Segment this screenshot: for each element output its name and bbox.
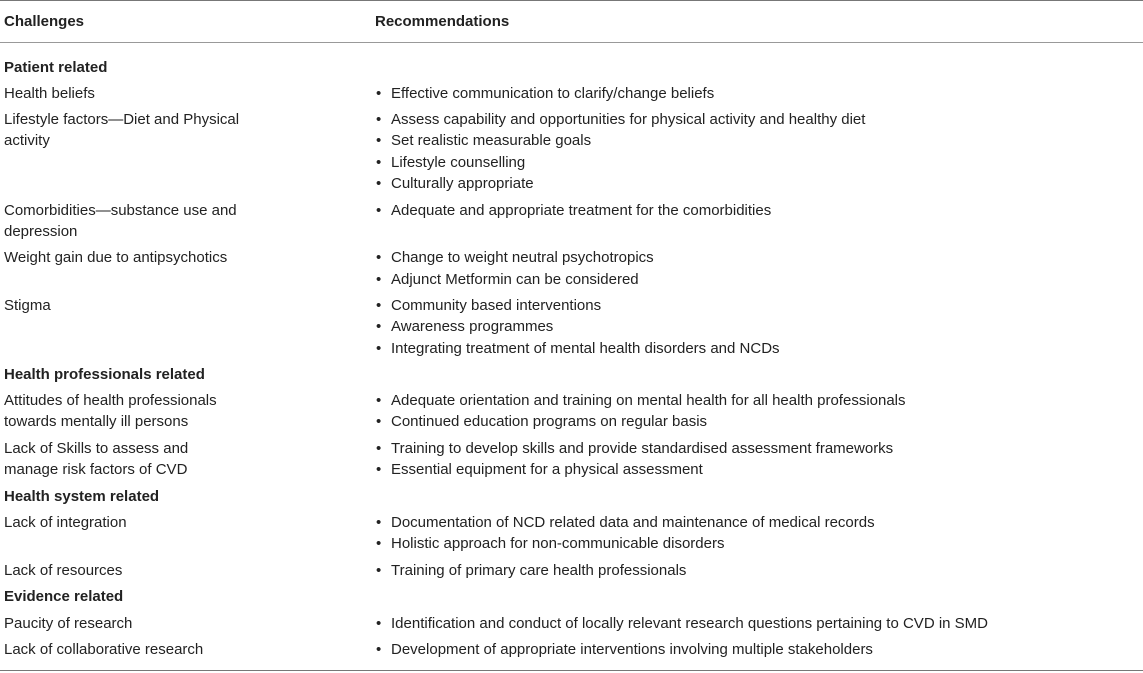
recommendation-item: • Holistic approach for non-communicable disorders: [375, 533, 725, 555]
recommendation-item: • Documentation of NCD related data and maintenance of medical records: [375, 512, 875, 534]
header-rule: [0, 42, 1143, 43]
challenge-line: Lack of Skills to assess and: [4, 440, 189, 457]
section-title: Health professionals related: [4, 366, 205, 383]
recommendation-item: • Awareness programmes: [375, 316, 553, 338]
challenge-line: Lack of resources: [4, 562, 123, 579]
recommendation-item: • Adequate and appropriate treatment for the comorbidities: [375, 200, 771, 222]
header-challenges: Challenges: [4, 13, 85, 30]
section-title: Evidence related: [4, 588, 124, 605]
challenge-line: manage risk factors of CVD: [4, 461, 188, 478]
challenge-line: Health beliefs: [4, 85, 95, 102]
recommendation-item: • Training of primary care health professionals: [375, 560, 686, 582]
recommendation-item: • Development of appropriate interventions involving multiple stakeholders: [375, 639, 873, 661]
recommendation-item: • Set realistic measurable goals: [375, 130, 591, 152]
challenge-line: Stigma: [4, 297, 51, 314]
recommendation-item: • Training to develop skills and provide standardised assessment frameworks: [375, 438, 893, 460]
recommendation-item: • Continued education programs on regular basis: [375, 411, 707, 433]
challenge-line: Lack of collaborative research: [4, 641, 204, 658]
recommendation-item: • Assess capability and opportunities for physical activity and healthy diet: [375, 109, 865, 131]
recommendation-item: • Culturally appropriate: [375, 173, 534, 195]
recommendation-item: • Adequate orientation and training on mental health for all health professionals: [375, 390, 906, 412]
challenge-line: Lifestyle factors—Diet and Physical: [4, 111, 240, 128]
challenge-line: Paucity of research: [4, 615, 133, 632]
recommendation-item: • Adjunct Metformin can be considered: [375, 269, 639, 291]
challenge-line: activity: [4, 132, 50, 149]
recommendation-item: • Essential equipment for a physical assessment: [375, 459, 703, 481]
recommendation-item: • Lifestyle counselling: [375, 152, 525, 174]
header-recommendations: Recommendations: [375, 13, 510, 30]
recommendation-item: • Change to weight neutral psychotropics: [375, 247, 654, 269]
challenge-line: Weight gain due to antipsychotics: [4, 249, 228, 266]
challenge-line: Attitudes of health professionals: [4, 392, 217, 409]
challenge-line: towards mentally ill persons: [4, 413, 189, 430]
section-title: Patient related: [4, 59, 108, 76]
section-title: Health system related: [4, 488, 160, 505]
challenge-line: Lack of integration: [4, 514, 127, 531]
table-top-rule: [0, 0, 1143, 1]
table-bottom-rule: [0, 670, 1143, 671]
challenge-line: depression: [4, 223, 78, 240]
recommendation-item: • Integrating treatment of mental health disorders and NCDs: [375, 338, 780, 360]
recommendation-item: • Identification and conduct of locally relevant research questions pertaining to CVD in SMD: [375, 613, 988, 635]
challenge-line: Comorbidities—substance use and: [4, 202, 237, 219]
recommendation-item: • Effective communication to clarify/change beliefs: [375, 83, 714, 105]
recommendation-item: • Community based interventions: [375, 295, 601, 317]
